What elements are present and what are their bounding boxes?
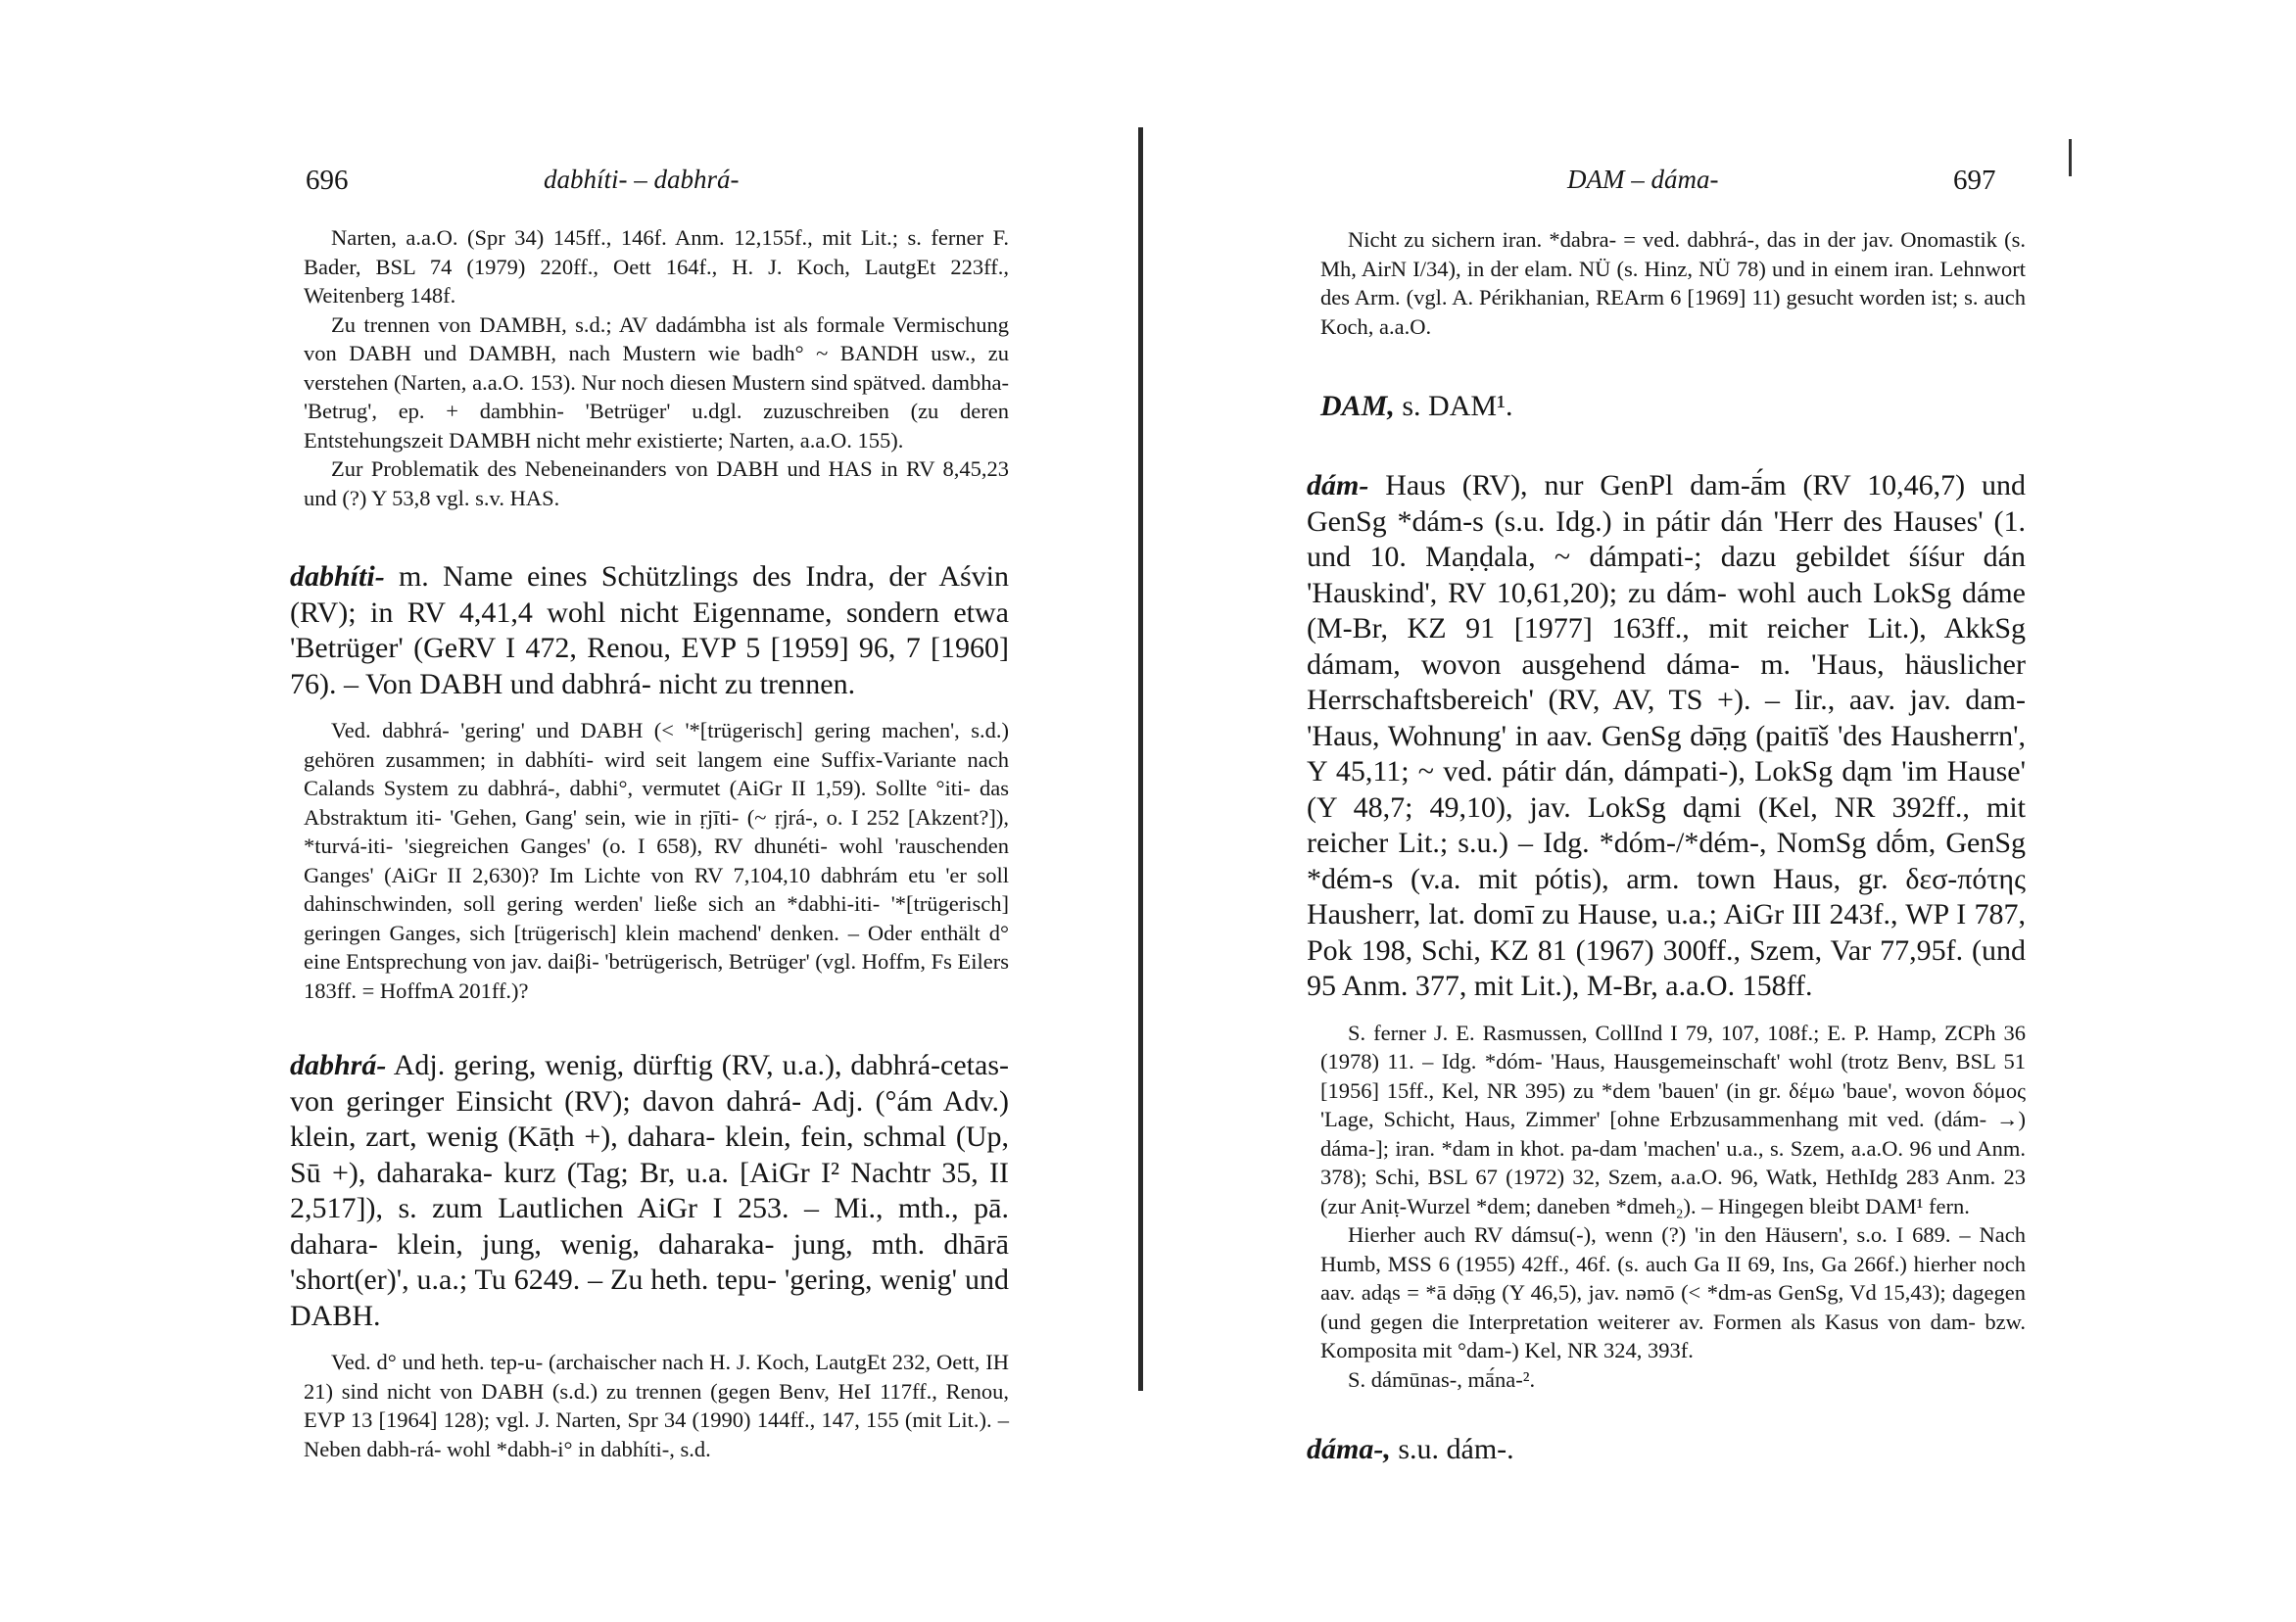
xref-dam xyxy=(1320,390,2026,423)
note-paragraph: S. ferner J. E. Rasmussen, CollInd I 79, 107, 108f.; E. P. Hamp, ZCPh 36 (1978) 11. – Idg. *dóm- 'Haus, Hausgemeinschaft' wohl (trotz Benv, BSL 51 [1956] 15ff., Kel, NR 395) zu *dem 'bauen' (in gr. δέμω 'baue', wovon δόμος 'Lage, Schicht, Haus, Zimmer' [ohne Erbzusammenhang mit ved. (dám- →) dáma-]; iran. *dam in khot. pa-dam 'machen' u.a., s. Szem, a.a.O. 96 und Anm. 378); Schi, BSL 67 (1972) 32, Szem, a.a.O. 96, Watk, HethIdg 283 Anm. 23 (zur Aniṭ-Wurzel *dem; daneben *dmeh₂). – Hingegen bleibt DAM¹ fern. xyxy=(1320,1020,2026,1218)
entry-text xyxy=(290,1048,1009,1334)
running-head-left: dabhíti- – dabhrá- xyxy=(544,165,740,194)
headword: dabhíti- xyxy=(290,560,385,593)
page-number-right: 697 xyxy=(1953,165,1996,196)
headword: dabhrá- xyxy=(290,1049,387,1081)
right-column xyxy=(1307,225,2026,1466)
margin-mark xyxy=(2069,139,2072,176)
entry-note xyxy=(1320,1019,2026,1395)
page-number-left: 696 xyxy=(306,165,349,196)
running-head-right: DAM – dáma- xyxy=(1567,165,1719,194)
entry-note xyxy=(304,716,1009,1005)
headword: dám- xyxy=(1307,469,1369,501)
left-column xyxy=(290,223,1009,1463)
intro-paragraph: Zur Problematik des Nebeneinanders von DABH und HAS in RV 8,45,23 und (?) Y 53,8 vgl. s.v. HAS. xyxy=(304,456,1009,510)
xref-dama xyxy=(1307,1433,2026,1466)
intro-paragraph: Zu trennen von DAMBH, s.d.; AV dadámbha ist als formale Vermischung von DABH und DAMBH, nach Mustern wie badh° ~ BANDH usw., zu verstehen (Narten, a.a.O. 153). Nur noch diesen Mustern sind spätved. dambha- 'Betrug', ep. + dambhin- 'Betrüger' u.dgl. zuzuschreiben (zu deren Entstehungszeit DAMBH nicht mehr existierte; Narten, a.a.O. 155). xyxy=(304,311,1009,453)
note-paragraph: Ved. dabhrá- 'gering' und DABH (< '*[trügerisch] gering machen', s.d.) gehören zusammen; in dabhíti- wird seit langem eine Suffix-Variante nach Calands System zu dabhrá-, dabhi°, vermutet (AiGr II 1,59). Sollte °iti- das Abstraktum iti- 'Gehen, Gang' sein, wie in ṛjīti- (~ ṛjrá-, o. I 252 [Akzent?]), *turvá-iti- 'siegreichen Ganges' (o. I 658), RV dhunéti- wohl 'rauschenden Ganges' (AiGr II 2,630)? Im Lichte von RV 7,104,10 dabhrám etu 'er soll dahinschwinden, soll gering werden' ließe sich an *dabhi-iti- '*[trügerisch] geringen Ganges, sich [trügerisch] klein machend' denken. – Oder enthält d° eine Entsprechung von jav. daiβi- 'betrügerisch, Betrüger' (vgl. Hoffm, Fs Eilers 183ff. = HoffmA 201ff.)? xyxy=(304,718,1009,1003)
entry-body: Adj. gering, wenig, dürftig (RV, u.a.), dabhrá-cetas- von geringer Einsicht (RV); davon dahrá- Adj. (°ám Adv.) klein, zart, wenig (Kāṭh +), dahara- klein, fein, schmal (Up, Sū +), daharaka- kurz (Tag; Br, u.a. [AiGr I² Nachtr 35, II 2,517]), s. zum Lautlichen AiGr I 253. – Mi., mth., pā. dahara- klein, jung, wenig, daharaka- jung, mth. dhārā 'short(er)', u.a.; Tu 6249. – Zu heth. tepu- 'gering, wenig' und DABH. xyxy=(290,1049,1009,1332)
headword: dáma-, xyxy=(1307,1433,1391,1465)
right-page xyxy=(1148,0,2296,1622)
headword: DAM, xyxy=(1320,390,1395,422)
note-paragraph: Hierher auch RV dámsu(-), wenn (?) 'in den Häusern', s.o. I 689. – Nach Humb, MSS 6 (1955) 42ff., 46f. (s. auch Ga II 69, Ins, Ga 266f.) hierher noch aav. adąs = *ā də̄ṇg (Y 46,5), jav. nəmō (< *dm-as GenSg, Vd 15,43); dagegen (und gegen die Interpretation weiterer av. Formen als Kasus von dam- bzw. Komposita mit °dam-) Kel, NR 324, 393f. xyxy=(1320,1222,2026,1362)
note-paragraph: S. dámūnas-, mā́na-². xyxy=(1348,1366,1536,1392)
entry-dabhiti xyxy=(290,559,1009,1005)
intro-block xyxy=(1320,225,2026,341)
entry-text xyxy=(1307,468,2026,1005)
note-paragraph: Ved. d° und heth. tep-u- (archaischer nach H. J. Koch, LautgEt 232, Oett, IH 21) sind nicht von DABH (s.d.) zu trennen (gegen Benv, HeI 117ff., Renou, EVP 13 [1964] 128); vgl. J. Narten, Spr 34 (1990) 144ff., 147, 155 (mit Lit.). – Neben dabh-rá- wohl *dabh-i° in dabhíti-, s.d. xyxy=(304,1350,1009,1461)
intro-paragraph: Narten, a.a.O. (Spr 34) 145ff., 146f. Anm. 12,155f., mit Lit.; s. ferner F. Bader, BSL 74 (1979) 220ff., Oett 164f., H. J. Koch, LautgEt 223ff., Weitenberg 148f. xyxy=(304,225,1009,308)
xref-text: s.u. dám-. xyxy=(1390,1433,1514,1465)
entry-note xyxy=(304,1348,1009,1463)
entry-text xyxy=(290,559,1009,702)
entry-dam xyxy=(1307,468,2026,1394)
intro-block xyxy=(304,223,1009,512)
intro-paragraph: Nicht zu sichern iran. *dabra- = ved. dabhrá-, das in der jav. Onomastik (s. Mh, AirN I/34), in der elam. NÜ (s. Hinz, NÜ 78) und in einem iran. Lehnwort des Arm. (vgl. A. Périkhanian, REArm 6 [1969] 11) gesucht worden ist; s. auch Koch, a.a.O. xyxy=(1320,227,2026,339)
xref-text: s. DAM¹. xyxy=(1394,390,1513,422)
entry-body: m. Name eines Schützlings des Indra, der Aśvin (RV); in RV 4,41,4 wohl nicht Eigenname, sondern etwa 'Betrüger' (GeRV I 472, Renou, EVP 5 [1959] 96, 7 [1960] 76). – Von DABH und dabhrá- nicht zu trennen. xyxy=(290,560,1009,700)
entry-dabhra xyxy=(290,1048,1009,1463)
binding-gutter xyxy=(1138,127,1143,1391)
entry-body: Haus (RV), nur GenPl dam-ā́m (RV 10,46,7) und GenSg *dám-s (s.u. Idg.) in pátir dán 'Herr des Hauses' (1. und 10. Maṇḍala, ~ dámpati-; dazu gebildet śíśur dán 'Hauskind', RV 10,61,20); zu dám- wohl auch LokSg dáme (M-Br, KZ 91 [1977] 163ff., mit reicher Lit.), AkkSg dámam, wovon ausgehend dáma- m. 'Haus, häuslicher Herrschaftsbereich' (RV, AV, TS +). – Iir., aav. jav. dam- 'Haus, Wohnung' in aav. GenSg də̄ṇg (paitīš 'des Hausherrn', Y 45,11; ~ ved. pátir dán, dámpati-), LokSg dąm 'im Hause' (Y 48,7; 49,10), jav. LokSg dąmi (Kel, NR 392ff., mit reicher Lit.; s.u.) – Idg. *dóm-/*dém-, NomSg dṓm, GenSg *dém-s (v.a. mit pótis), arm. town Haus, gr. δεσ-πότης Hausherr, lat. domī zu Hause, u.a.; AiGr III 243f., WP I 787, Pok 198, Schi, KZ 81 (1967) 300ff., Szem, Var 77,95f. (und 95 Anm. 377, mit Lit.), M-Br, a.a.O. 158ff. xyxy=(1307,469,2026,1002)
